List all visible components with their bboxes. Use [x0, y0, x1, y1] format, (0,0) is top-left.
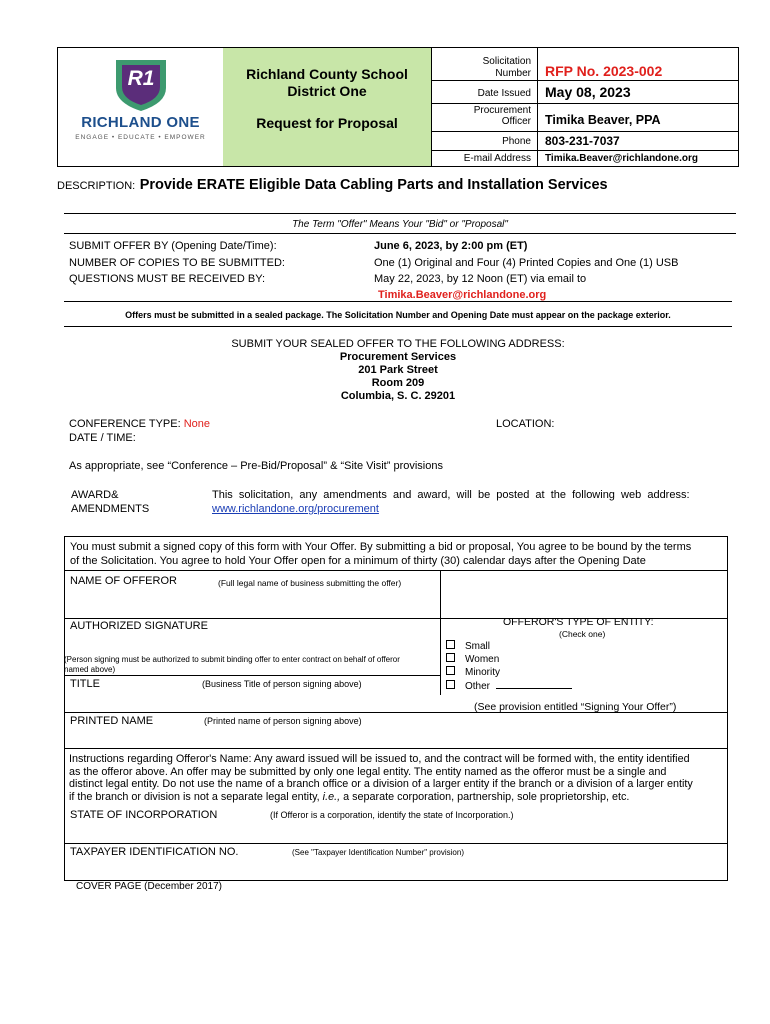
- submit-by-label: SUBMIT OFFER BY (Opening Date/Time):: [69, 240, 277, 252]
- address-line1: Procurement Services: [339, 351, 457, 363]
- instructions-line: if the branch or division is not a separate legal entity, i.e., a separate corporation, partnership, sole proprietorship, etc.: [69, 791, 630, 804]
- date-issued: May 08, 2023: [545, 84, 631, 100]
- submit-by-value: June 6, 2023, by 2:00 pm (ET): [374, 240, 528, 252]
- conference-type-label: CONFERENCE TYPE:: [69, 418, 181, 430]
- entity-option-label: Women: [465, 654, 500, 665]
- description-label: DESCRIPTION:: [57, 180, 136, 192]
- datetime-label: DATE / TIME:: [69, 432, 136, 444]
- org-name-line1: Richland County School: [246, 66, 408, 82]
- title-hint: (Business Title of person signing above): [202, 679, 362, 689]
- state-of-incorporation-hint: (If Offeror is a corporation, identify the state of Incorporation.): [270, 810, 514, 820]
- award-label-2: AMENDMENTS: [71, 503, 150, 515]
- checkbox-icon[interactable]: [446, 666, 455, 675]
- divider: [64, 233, 736, 234]
- authorized-signature-field[interactable]: [64, 635, 440, 653]
- label-email: E-mail Address: [463, 153, 531, 164]
- divider: [440, 570, 441, 618]
- checkbox-icon[interactable]: [446, 653, 455, 662]
- award-text: This solicitation, any amendments and award, will be posted at the following web address:: [212, 489, 690, 501]
- signature-hint-1: (Person signing must be authorized to submit binding offer to enter contract on behalf of offeror: [64, 655, 400, 664]
- entity-type-heading: OFFEROR'S TYPE OF ENTITY:: [503, 616, 654, 628]
- procurement-officer: Timika Beaver, PPA: [545, 113, 661, 127]
- questions-label: QUESTIONS MUST BE RECEIVED BY:: [69, 273, 266, 285]
- taxpayer-id-label: TAXPAYER IDENTIFICATION NO.: [70, 846, 239, 858]
- solicitation-number: RFP No. 2023-002: [545, 63, 663, 79]
- document-title: Request for Proposal: [256, 115, 398, 131]
- copies-value: One (1) Original and Four (4) Printed Copies and One (1) USB: [374, 257, 679, 269]
- label-solicitation-2: Number: [495, 68, 531, 79]
- state-of-incorporation-label: STATE OF INCORPORATION: [70, 809, 218, 821]
- entity-options: [446, 640, 572, 693]
- label-procurement-1: Procurement: [473, 105, 531, 116]
- location-label: LOCATION:: [496, 418, 555, 430]
- entity-option-other[interactable]: [446, 679, 572, 693]
- divider: [64, 748, 727, 749]
- checkbox-icon[interactable]: [446, 640, 455, 649]
- provisions-note: As appropriate, see “Conference – Pre-Bid/Proposal” & “Site Visit” provisions: [69, 460, 443, 472]
- logo-tagline: ENGAGE • EDUCATE • EMPOWER: [75, 134, 206, 141]
- description-text: Provide ERATE Eligible Data Cabling Parts and Installation Services: [139, 177, 608, 193]
- form-intro-2: of the Solicitation. You agree to hold Your Offer open for a minimum of thirty (30) calendar days after the Opening Date: [70, 555, 646, 567]
- title-label: TITLE: [70, 678, 100, 690]
- address-line2: 201 Park Street: [358, 364, 438, 376]
- entity-note: (See provision entitled “Signing Your Offer”): [474, 701, 677, 713]
- divider: [64, 675, 440, 676]
- label-procurement-2: Officer: [501, 116, 531, 127]
- printed-name-field[interactable]: [64, 713, 727, 748]
- logo-monogram: R1: [127, 67, 155, 90]
- sealed-note: Offers must be submitted in a sealed package. The Solicitation Number and Opening Date must appear on the package exterior.: [125, 310, 671, 320]
- award-label-1: AWARD&: [71, 489, 119, 501]
- richland-one-logo-icon: [58, 48, 223, 166]
- header-table: [57, 47, 739, 167]
- printed-name-hint: (Printed name of person signing above): [204, 716, 362, 726]
- instructions-line: distinct legal entity. Do not use the name of a branch office or a division of a larger entity if the branch or a division of a larger entity: [69, 778, 693, 791]
- officer-email: Timika.Beaver@richlandone.org: [545, 153, 698, 164]
- description-row: [57, 176, 608, 194]
- instructions-line: as the offeror above. An offer may be submitted by only one legal entity. The entity named as the offeror must be a single and: [69, 765, 667, 778]
- header-labels-cell: [431, 48, 538, 166]
- name-of-offeror-hint: (Full legal name of business submitting the offer): [218, 578, 402, 588]
- entity-option-women[interactable]: [446, 653, 572, 666]
- divider: [64, 326, 732, 327]
- label-date-issued: Date Issued: [477, 88, 531, 99]
- other-entity-field[interactable]: [496, 679, 572, 689]
- address-line4: Columbia, S. C. 29201: [340, 390, 456, 402]
- name-of-offeror-field[interactable]: [64, 571, 440, 618]
- address-heading: SUBMIT YOUR SEALED OFFER TO THE FOLLOWING ADDRESS:: [231, 338, 565, 350]
- label-phone: Phone: [502, 136, 531, 147]
- conference-type-row: [69, 418, 210, 430]
- entity-option-label: Small: [465, 641, 491, 652]
- authorized-signature-label: AUTHORIZED SIGNATURE: [70, 620, 208, 632]
- conference-type-value: None: [183, 418, 211, 430]
- label-solicitation-1: Solicitation: [482, 56, 531, 67]
- org-name-line2: District One: [287, 83, 367, 99]
- divider: [64, 301, 732, 302]
- term-note: The Term "Offer" Means Your "Bid" or "Proposal": [292, 219, 508, 230]
- header-values-cell: [537, 48, 738, 166]
- address-line3: Room 209: [371, 377, 425, 389]
- state-of-incorporation-field[interactable]: [64, 806, 727, 843]
- instructions-line: Instructions regarding Offeror's Name: Any award issued will be issued to, and the contract will be formed with, the entity identified: [69, 753, 690, 765]
- officer-phone: 803-231-7037: [545, 134, 620, 148]
- signature-hint-2: named above): [64, 665, 116, 674]
- printed-name-label: PRINTED NAME: [70, 715, 154, 727]
- entity-option-minority[interactable]: [446, 666, 572, 679]
- instructions-block: [69, 753, 693, 804]
- questions-email-link[interactable]: Timika.Beaver@richlandone.org: [378, 289, 547, 301]
- copies-label: NUMBER OF COPIES TO BE SUBMITTED:: [69, 257, 285, 269]
- entity-option-small[interactable]: [446, 640, 572, 653]
- divider: [440, 618, 441, 695]
- logo-name: RICHLAND ONE: [81, 114, 200, 131]
- procurement-website-link[interactable]: www.richlandone.org/procurement: [212, 503, 379, 515]
- divider: [64, 213, 736, 214]
- taxpayer-id-field[interactable]: [64, 844, 727, 879]
- entity-option-label: Minority: [465, 667, 501, 678]
- questions-value: May 22, 2023, by 12 Noon (ET) via email to: [374, 273, 587, 285]
- footer-text: COVER PAGE (December 2017): [76, 881, 222, 892]
- title-field[interactable]: [64, 692, 440, 712]
- form-intro-1: You must submit a signed copy of this form with Your Offer. By submitting a bid or proposal, You agree to be bound by the terms: [70, 541, 692, 553]
- title-cell: [223, 48, 432, 166]
- logo-cell: [58, 48, 224, 166]
- checkbox-icon[interactable]: [446, 680, 455, 689]
- name-of-offeror-label: NAME OF OFFEROR: [70, 575, 177, 587]
- entity-option-label: Other: [465, 681, 491, 692]
- entity-check-one: (Check one): [559, 629, 606, 639]
- taxpayer-id-hint: (See "Taxpayer Identification Number" provision): [292, 848, 464, 857]
